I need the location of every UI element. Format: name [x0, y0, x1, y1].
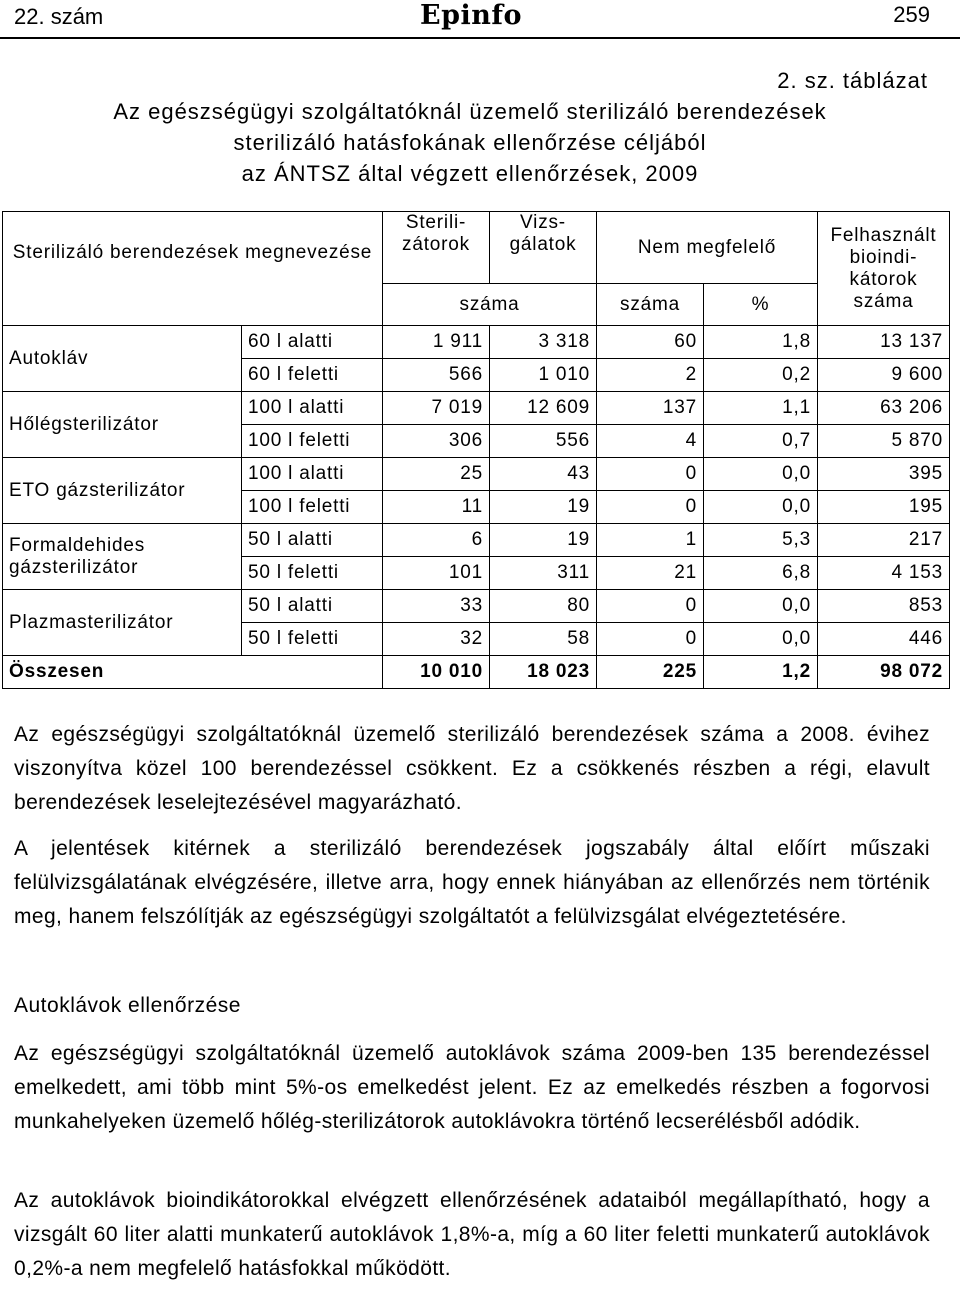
nc-count-value: 0	[597, 590, 704, 623]
nc-percent-value: 0,0	[704, 491, 818, 524]
inspections-value: 556	[490, 425, 597, 458]
bioindicators-value: 446	[818, 623, 950, 656]
sterilizers-value: 25	[383, 458, 490, 491]
device-name: Autokláv	[3, 326, 242, 392]
nc-percent-value: 0,0	[704, 590, 818, 623]
total-label: Összesen	[3, 656, 383, 689]
nc-percent-value: 0,0	[704, 458, 818, 491]
capacity-label: 60 l feletti	[242, 359, 383, 392]
table-row	[3, 524, 950, 557]
count-subheader: száma	[383, 284, 597, 326]
count-subheader: száma	[597, 284, 704, 326]
device-name: Formaldehides gázsterilizátor	[3, 524, 242, 590]
capacity-label: 100 l alatti	[242, 392, 383, 425]
device-name: Plazmasterilizátor	[3, 590, 242, 656]
inspections-value: 19	[490, 524, 597, 557]
total-inspections: 18 023	[490, 656, 597, 689]
inspections-value: 12 609	[490, 392, 597, 425]
bioindicators-value: 63 206	[818, 392, 950, 425]
bioindicators-value: 9 600	[818, 359, 950, 392]
paragraph-1: Az egészségügyi szolgáltatóknál üzemelő sterilizáló berendezések száma a 2008. évihez viszonyítva közel 100 berendezéssel csökkent. Ez a csökkenés részben a régi, elavult berendezések leselejtezésével magyarázható.	[14, 723, 930, 814]
inspections-value: 19	[490, 491, 597, 524]
header-rule	[0, 37, 960, 39]
sterilizers-value: 33	[383, 590, 490, 623]
bioindicators-value: 5 870	[818, 425, 950, 458]
nc-count-value: 4	[597, 425, 704, 458]
inspections-value: 3 318	[490, 326, 597, 359]
nc-count-value: 0	[597, 458, 704, 491]
sterilizers-value: 1 911	[383, 326, 490, 359]
nc-count-value: 137	[597, 392, 704, 425]
bioindicator-header: Felhasznált bioindi- kátorok száma	[818, 212, 950, 326]
nc-percent-value: 5,3	[704, 524, 818, 557]
table-row	[3, 458, 950, 491]
inspections-header: Vizs- gálatok	[490, 212, 597, 284]
capacity-label: 100 l alatti	[242, 458, 383, 491]
nc-count-value: 0	[597, 491, 704, 524]
capacity-label: 50 l alatti	[242, 524, 383, 557]
issue-number: 22. szám	[14, 4, 104, 29]
nc-count-value: 0	[597, 623, 704, 656]
table-title-line: Az egészségügyi szolgáltatóknál üzemelő sterilizáló berendezések	[113, 99, 827, 124]
nc-percent-value: 6,8	[704, 557, 818, 590]
sterilizers-value: 7 019	[383, 392, 490, 425]
bioindicators-value: 853	[818, 590, 950, 623]
nc-count-value: 1	[597, 524, 704, 557]
table-title-line: az ÁNTSZ által végzett ellenőrzések, 2009	[241, 161, 699, 186]
sterilizer-table	[2, 211, 950, 689]
nc-percent-value: 0,2	[704, 359, 818, 392]
capacity-label: 100 l feletti	[242, 491, 383, 524]
table-title	[0, 66, 940, 189]
inspections-value: 43	[490, 458, 597, 491]
sterilizers-value: 11	[383, 491, 490, 524]
device-name: ETO gázsterilizátor	[3, 458, 242, 524]
paragraph-4: Az autoklávok bioindikátorokkal elvégzett ellenőrzésének adataiból megállapítható, hogy a vizsgált 60 liter alatti munkaterű autoklávok 1,8%-a, míg a 60 liter feletti munkaterű autoklávok 0,2%-a nem megfelelő hatásfokkal működött.	[14, 1189, 930, 1280]
sterilizers-header: Sterili- zátorok	[383, 212, 490, 284]
bioindicators-value: 4 153	[818, 557, 950, 590]
device-name: Hőlégsterilizátor	[3, 392, 242, 458]
table-title-line: sterilizáló hatásfokának ellenőrzése céljából	[233, 130, 707, 155]
noncompliant-header: Nem megfelelő	[597, 212, 818, 284]
total-bioindicators: 98 072	[818, 656, 950, 689]
nc-count-value: 2	[597, 359, 704, 392]
paragraph-2: A jelentések kitérnek a sterilizáló berendezések jogszabály által előírt műszaki felülvizsgálatának elvégzésére, illetve arra, hogy ennek hiányában az ellenőrzés nem történik meg, hanem felszólítják az egészségügyi szolgáltatót a felülvizsgálat elvégeztetésére.	[14, 837, 930, 928]
section-heading: Autoklávok ellenőrzése	[14, 994, 241, 1017]
nc-percent-value: 1,8	[704, 326, 818, 359]
table-row	[3, 590, 950, 623]
total-nc-count: 225	[597, 656, 704, 689]
device-header: Sterilizáló berendezések megnevezése	[3, 212, 383, 326]
nc-count-value: 60	[597, 326, 704, 359]
bioindicators-value: 217	[818, 524, 950, 557]
capacity-label: 60 l alatti	[242, 326, 383, 359]
inspections-value: 80	[490, 590, 597, 623]
inspections-value: 58	[490, 623, 597, 656]
inspections-value: 1 010	[490, 359, 597, 392]
capacity-label: 50 l feletti	[242, 623, 383, 656]
sterilizers-value: 566	[383, 359, 490, 392]
percent-subheader: %	[704, 284, 818, 326]
total-sterilizers: 10 010	[383, 656, 490, 689]
bioindicators-value: 195	[818, 491, 950, 524]
nc-percent-value: 0,7	[704, 425, 818, 458]
nc-count-value: 21	[597, 557, 704, 590]
bioindicators-value: 13 137	[818, 326, 950, 359]
inspections-value: 311	[490, 557, 597, 590]
table-label: 2. sz. táblázat	[777, 68, 928, 93]
nc-percent-value: 0,0	[704, 623, 818, 656]
capacity-label: 50 l feletti	[242, 557, 383, 590]
total-nc-percent: 1,2	[704, 656, 818, 689]
capacity-label: 100 l feletti	[242, 425, 383, 458]
page-number: 259	[893, 2, 930, 27]
sterilizers-value: 6	[383, 524, 490, 557]
bioindicators-value: 395	[818, 458, 950, 491]
sterilizers-value: 101	[383, 557, 490, 590]
epinfo-logo: Epinfo	[420, 0, 522, 31]
sterilizers-value: 306	[383, 425, 490, 458]
capacity-label: 50 l alatti	[242, 590, 383, 623]
table-row	[3, 326, 950, 359]
nc-percent-value: 1,1	[704, 392, 818, 425]
table-row	[3, 392, 950, 425]
paragraph-3: Az egészségügyi szolgáltatóknál üzemelő autoklávok száma 2009-ben 135 berendezéssel emelkedett, ami több mint 5%-os emelkedést jelent. Ez az emelkedés részben a fogorvosi munkahelyeken üzemelő hőlég-sterilizátorok autoklávokra történő lecserélésből adódik.	[14, 1042, 930, 1133]
sterilizers-value: 32	[383, 623, 490, 656]
